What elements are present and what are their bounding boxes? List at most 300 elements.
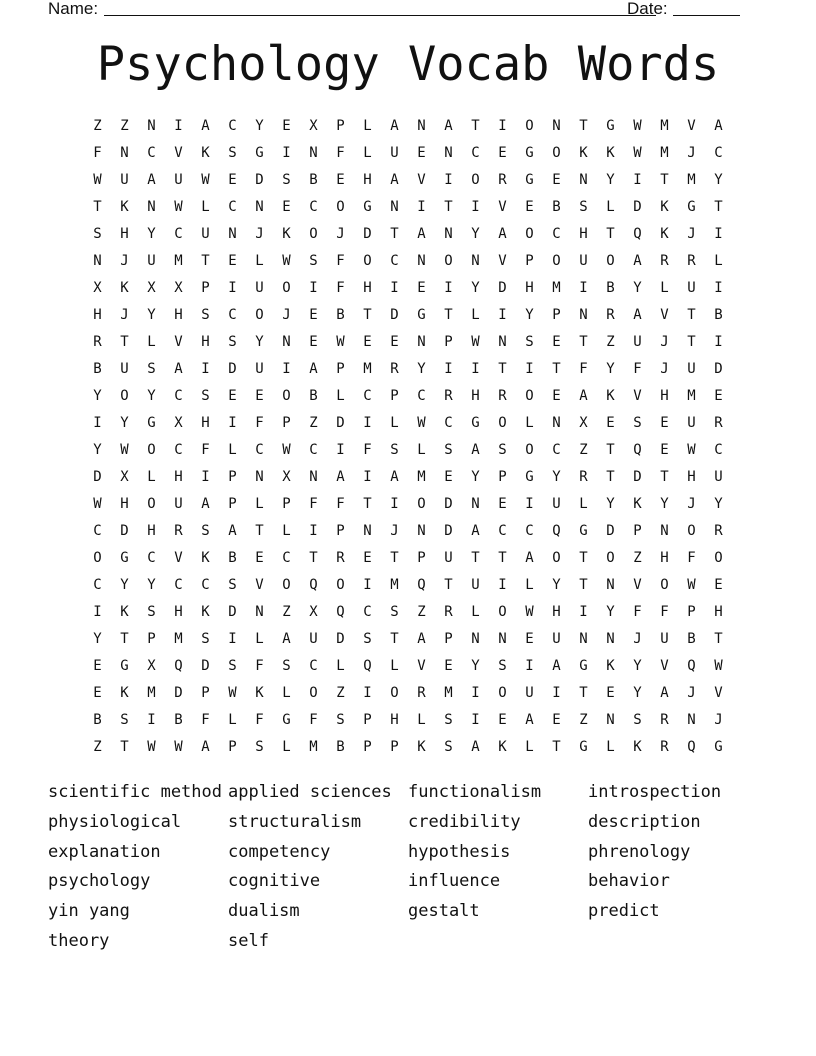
grid-letter: K [120,198,129,215]
grid-letter: N [660,522,669,539]
grid-letter: H [363,279,372,296]
grid-letter: J [687,684,696,701]
word-list-item: influence [408,871,501,892]
grid-letter: K [498,738,507,755]
grid-letter: E [417,144,426,161]
grid-letter: K [120,603,129,620]
grid-letter: L [579,495,588,512]
grid-letter: P [336,117,345,134]
grid-letter: Y [633,657,642,674]
word-list-item: introspection [588,782,722,802]
grid-letter: O [444,252,453,269]
grid-letter: U [471,576,480,593]
word-list-item: predict [588,901,660,922]
grid-letter: H [687,468,696,485]
grid-letter: M [444,684,453,701]
grid-letter: U [255,360,264,377]
grid-letter: T [579,549,588,566]
grid-letter: C [417,387,426,404]
grid-letter: Y [606,603,615,620]
grid-letter: N [552,414,561,431]
grid-letter: K [606,657,615,674]
grid-letter: R [606,306,615,323]
grid-letter: I [363,684,372,701]
grid-letter: Y [93,387,102,404]
grid-letter: Y [147,387,156,404]
grid-letter: I [714,225,723,242]
grid-letter: T [363,495,372,512]
grid-letter: N [606,630,615,647]
grid-letter: V [498,252,507,269]
grid-letter: P [363,738,372,755]
grid-letter: E [363,333,372,350]
grid-letter: L [660,279,669,296]
grid-letter: D [228,603,237,620]
grid-letter: N [147,117,156,134]
grid-letter: T [255,522,264,539]
grid-letter: G [579,522,588,539]
grid-letter: T [687,333,696,350]
word-list-item: structuralism [228,811,362,832]
grid-letter: M [552,279,561,296]
grid-letter: T [444,306,453,323]
grid-letter: T [552,738,561,755]
grid-letter: Z [93,738,102,755]
grid-letter: I [363,576,372,593]
grid-letter: D [444,495,453,512]
grid-letter: V [660,657,669,674]
grid-letter: D [228,360,237,377]
grid-letter: M [417,468,426,485]
grid-letter: W [147,738,156,755]
grid-letter: R [714,414,723,431]
grid-letter: T [606,441,615,458]
grid-letter: I [498,306,507,323]
grid-letter: G [606,117,615,134]
grid-letter: K [255,684,264,701]
grid-letter: I [579,279,588,296]
grid-letter: I [228,630,237,647]
grid-letter: S [336,711,345,728]
grid-letter: F [633,603,642,620]
grid-letter: G [417,306,426,323]
grid-letter: V [498,198,507,215]
grid-letter: O [606,252,615,269]
grid-letter: M [390,576,399,593]
word-list-item: credibility [408,811,521,832]
grid-letter: A [579,387,588,404]
grid-letter: E [228,387,237,404]
grid-letter: S [93,225,102,242]
grid-letter: C [282,549,291,566]
grid-letter: A [228,522,237,539]
grid-letter: U [174,171,183,188]
grid-letter: A [390,468,399,485]
grid-letter: N [498,630,507,647]
grid-letter: L [147,468,156,485]
grid-letter: I [282,144,291,161]
header [48,0,748,20]
grid-letter: I [633,171,642,188]
grid-letter: A [390,171,399,188]
grid-letter: I [552,684,561,701]
grid-letter: Z [579,441,588,458]
grid-letter: N [687,711,696,728]
grid-letter: O [525,225,534,242]
name-blank-line [104,15,656,16]
grid-letter: G [471,414,480,431]
grid-letter: W [525,603,534,620]
grid-letter: E [606,684,615,701]
grid-letter: I [309,279,318,296]
grid-letter: T [579,684,588,701]
grid-letter: A [336,468,345,485]
grid-letter: R [174,522,183,539]
grid-letter: P [390,738,399,755]
grid-letter: F [336,279,345,296]
grid-letter: N [228,225,237,242]
grid-letter: I [201,360,210,377]
grid-letter: S [201,306,210,323]
grid-letter: I [714,279,723,296]
word-list-item: psychology [48,871,151,892]
word-list-item: functionalism [408,782,542,802]
grid-letter: E [228,171,237,188]
grid-letter: Y [471,657,480,674]
grid-letter: O [525,441,534,458]
grid-letter: E [363,549,372,566]
grid-letter: J [336,225,345,242]
grid-letter: S [444,441,453,458]
grid-letter: E [498,144,507,161]
grid-letter: F [336,252,345,269]
grid-letter: J [390,522,399,539]
grid-letter: B [174,711,183,728]
grid-letter: E [552,171,561,188]
grid-letter: T [201,252,210,269]
grid-letter: J [660,333,669,350]
grid-letter: P [552,306,561,323]
grid-letter: Z [93,117,102,134]
grid-letter: B [336,306,345,323]
grid-letter: R [498,171,507,188]
grid-letter: U [201,225,210,242]
grid-letter: L [390,657,399,674]
grid-letter: L [282,522,291,539]
grid-letter: D [606,522,615,539]
grid-letter: T [120,333,129,350]
grid-letter: U [633,333,642,350]
grid-letter: S [363,630,372,647]
grid-letter: S [498,441,507,458]
grid-letter: S [228,333,237,350]
grid-letter: F [336,495,345,512]
grid-letter: W [687,576,696,593]
grid-letter: Q [633,441,642,458]
grid-letter: M [174,630,183,647]
grid-letter: W [93,171,102,188]
grid-letter: C [552,225,561,242]
grid-letter: K [201,144,210,161]
grid-letter: L [147,333,156,350]
grid-letter: S [282,171,291,188]
grid-letter: W [417,414,426,431]
grid-letter: E [498,711,507,728]
grid-letter: N [606,711,615,728]
word-list [48,780,768,959]
grid-letter: H [660,549,669,566]
grid-letter: A [525,711,534,728]
grid-letter: A [417,225,426,242]
grid-letter: U [687,279,696,296]
grid-letter: N [255,468,264,485]
grid-letter: F [336,144,345,161]
grid-letter: X [579,414,588,431]
grid-letter: C [309,441,318,458]
word-list-item: explanation [48,841,161,862]
grid-letter: E [309,306,318,323]
grid-letter: K [633,738,642,755]
grid-letter: S [147,603,156,620]
grid-letter: O [552,549,561,566]
grid-letter: U [120,171,129,188]
word-list-item: physiological [48,811,182,832]
grid-letter: A [309,360,318,377]
grid-letter: E [660,441,669,458]
grid-letter: C [174,225,183,242]
grid-letter: C [714,441,723,458]
grid-letter: S [228,657,237,674]
grid-letter: L [228,711,237,728]
grid-letter: V [633,576,642,593]
grid-letter: L [390,414,399,431]
grid-letter: V [417,657,426,674]
grid-letter: F [687,549,696,566]
letter-grid [84,112,732,760]
grid-letter: I [417,198,426,215]
grid-letter: S [633,414,642,431]
grid-letter: C [93,576,102,593]
grid-letter: D [93,468,102,485]
grid-letter: P [390,387,399,404]
grid-letter: C [471,144,480,161]
grid-letter: M [660,117,669,134]
grid-letter: P [336,522,345,539]
grid-letter: N [147,198,156,215]
grid-letter: N [471,252,480,269]
grid-letter: T [390,630,399,647]
grid-letter: K [201,603,210,620]
grid-letter: Q [417,576,426,593]
grid-letter: E [444,657,453,674]
grid-letter: G [687,198,696,215]
grid-letter: I [444,171,453,188]
grid-letter: M [147,684,156,701]
grid-letter: W [282,441,291,458]
grid-letter: D [336,414,345,431]
grid-letter: F [255,711,264,728]
grid-letter: L [201,198,210,215]
grid-letter: D [444,522,453,539]
grid-letter: E [660,414,669,431]
grid-letter: S [201,522,210,539]
grid-letter: C [147,549,156,566]
grid-letter: L [336,657,345,674]
grid-letter: A [660,684,669,701]
grid-letter: E [498,495,507,512]
grid-letter: M [687,387,696,404]
word-list-item: description [588,811,701,832]
grid-letter: O [714,549,723,566]
grid-letter: Y [471,279,480,296]
page-title: Psychology Vocab Words [96,37,720,92]
grid-letter: O [336,576,345,593]
grid-letter: L [525,576,534,593]
grid-letter: T [660,468,669,485]
grid-letter: O [498,603,507,620]
grid-letter: T [120,738,129,755]
grid-letter: L [714,252,723,269]
grid-letter: O [147,441,156,458]
grid-letter: O [363,252,372,269]
grid-letter: U [687,414,696,431]
grid-letter: I [714,333,723,350]
grid-letter: T [444,576,453,593]
grid-letter: A [444,117,453,134]
grid-letter: G [147,414,156,431]
grid-letter: P [336,360,345,377]
grid-letter: W [714,657,723,674]
grid-letter: Y [552,576,561,593]
grid-letter: Q [687,738,696,755]
grid-letter: T [579,576,588,593]
grid-letter: P [201,279,210,296]
grid-letter: Y [660,495,669,512]
grid-letter: P [444,333,453,350]
word-list-item: theory [48,930,110,951]
grid-letter: U [174,495,183,512]
grid-letter: I [363,414,372,431]
grid-letter: W [687,441,696,458]
grid-letter: V [174,144,183,161]
grid-letter: C [444,414,453,431]
grid-letter: K [606,387,615,404]
grid-letter: R [93,333,102,350]
grid-letter: N [471,630,480,647]
grid-letter: S [390,603,399,620]
grid-letter: S [120,711,129,728]
grid-letter: C [228,306,237,323]
grid-letter: L [255,630,264,647]
grid-letter: X [147,279,156,296]
grid-letter: J [282,306,291,323]
grid-letter: L [282,684,291,701]
grid-letter: S [579,198,588,215]
grid-letter: L [363,144,372,161]
grid-letter: Z [606,333,615,350]
grid-letter: A [174,360,183,377]
grid-letter: B [93,711,102,728]
grid-letter: Y [552,468,561,485]
grid-letter: A [471,441,480,458]
grid-letter: X [147,657,156,674]
grid-letter: F [201,441,210,458]
grid-letter: H [174,603,183,620]
grid-letter: C [390,252,399,269]
grid-letter: O [120,387,129,404]
grid-letter: G [282,711,291,728]
grid-letter: C [525,522,534,539]
grid-letter: I [579,603,588,620]
grid-letter: N [255,198,264,215]
grid-letter: S [390,441,399,458]
grid-letter: T [579,117,588,134]
grid-letter: H [93,306,102,323]
grid-letter: P [687,603,696,620]
grid-letter: I [471,684,480,701]
grid-letter: T [120,630,129,647]
grid-letter: O [471,171,480,188]
grid-letter: R [660,738,669,755]
grid-letter: E [390,333,399,350]
grid-letter: R [390,360,399,377]
grid-letter: P [147,630,156,647]
grid-letter: N [579,630,588,647]
grid-letter: L [228,441,237,458]
grid-letter: I [498,576,507,593]
grid-letter: J [714,711,723,728]
grid-letter: S [201,387,210,404]
grid-letter: B [606,279,615,296]
grid-letter: S [525,333,534,350]
grid-letter: N [390,198,399,215]
grid-letter: M [660,144,669,161]
grid-letter: I [93,414,102,431]
grid-letter: H [201,414,210,431]
grid-letter: O [687,522,696,539]
grid-letter: I [498,117,507,134]
grid-letter: W [633,117,642,134]
grid-letter: X [282,468,291,485]
grid-letter: J [687,225,696,242]
grid-letter: L [255,495,264,512]
grid-letter: T [606,468,615,485]
grid-letter: S [228,576,237,593]
word-list-item: yin yang [48,901,130,922]
grid-letter: C [363,603,372,620]
grid-letter: B [93,360,102,377]
grid-letter: T [390,549,399,566]
word-list-item: applied sciences [228,782,392,802]
grid-letter: P [363,711,372,728]
grid-letter: G [120,549,129,566]
grid-letter: O [525,387,534,404]
grid-letter: U [120,360,129,377]
grid-letter: N [417,117,426,134]
grid-letter: Z [633,549,642,566]
grid-letter: H [147,522,156,539]
grid-letter: G [579,657,588,674]
grid-letter: T [687,306,696,323]
grid-letter: N [579,171,588,188]
grid-letter: J [633,630,642,647]
grid-letter: E [255,549,264,566]
grid-letter: K [660,225,669,242]
grid-letter: A [390,117,399,134]
grid-letter: G [255,144,264,161]
grid-letter: G [714,738,723,755]
grid-letter: H [390,711,399,728]
